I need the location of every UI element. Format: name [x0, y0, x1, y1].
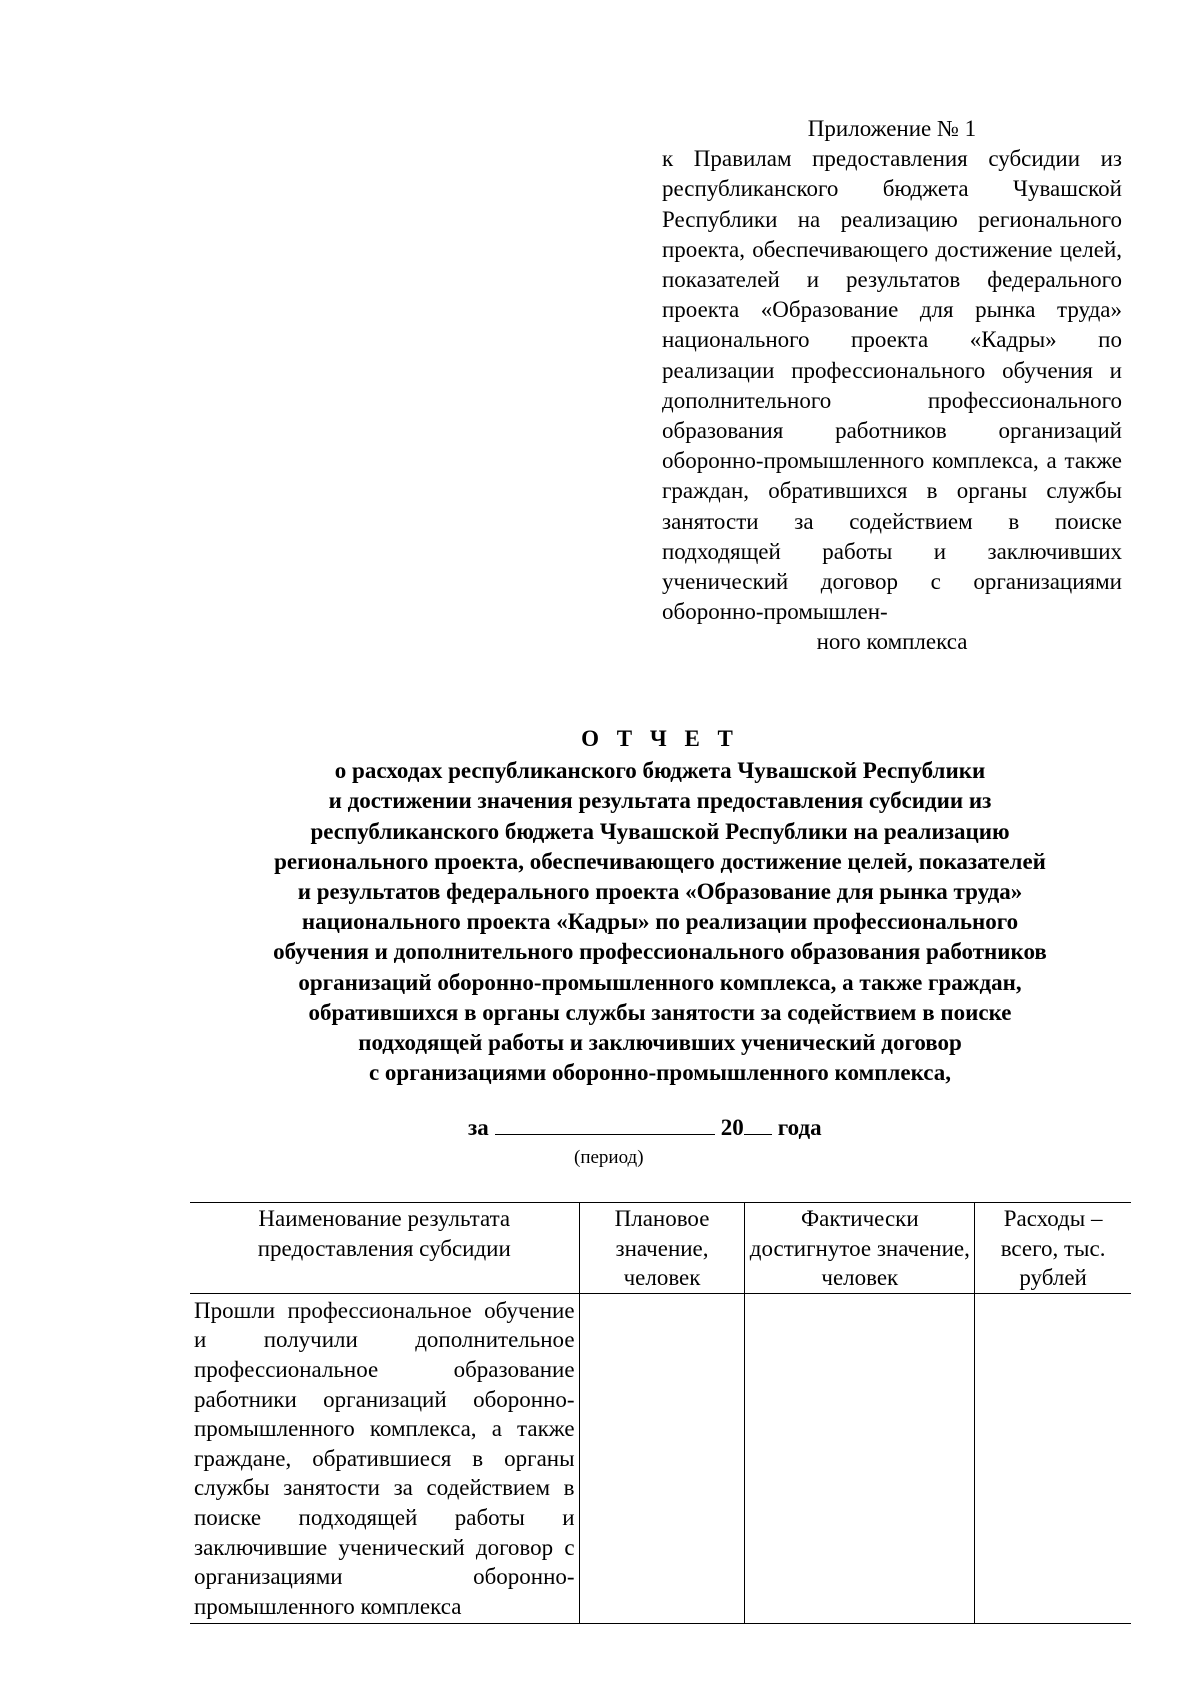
header-result-name: Наименование результата предоставления субсидии — [190, 1203, 579, 1294]
period-suffix: года — [777, 1115, 822, 1140]
period-line — [468, 1114, 822, 1141]
report-line: республиканского бюджета Чувашской Республики на реализацию — [310, 818, 1010, 844]
cell-actual-value[interactable] — [745, 1293, 975, 1624]
report-line: организаций оборонно-промышленного комплекса, а также граждан, — [298, 969, 1022, 995]
report-line: обратившихся в органы службы занятости за содействием в поиске — [308, 999, 1012, 1025]
year-blank-field[interactable] — [744, 1114, 772, 1135]
period-hint: (период) — [574, 1147, 644, 1168]
period-blank-field[interactable] — [495, 1114, 715, 1135]
report-line: с организациями оборонно-промышленного комплекса, — [368, 1060, 952, 1086]
appendix-body: к Правилам предоставления субсидии из республиканского бюджета Чувашской Республики на реализацию регионального проекта, обеспечивающего достижение целей, показателей и результатов федерального проекта «Образование для рынка труда» национального проекта «Кадры» по реализации профессионального обучения и дополнительного профессионального образования работников организаций оборонно-промышленного комплекса, а также граждан, обратившихся в органы службы занятости за содействием в поиске подходящей работы и заключивших ученический договор с организациями оборонно-промышлен- — [662, 146, 1122, 625]
header-planned-value: Плановое значение, человек — [579, 1203, 745, 1294]
cell-expenses[interactable] — [975, 1293, 1131, 1624]
cell-planned-value[interactable] — [579, 1293, 745, 1624]
report-heading — [190, 724, 1130, 1088]
report-line: и достижении значения результата предоставления субсидии из — [328, 788, 992, 814]
header-expenses: Расходы – всего, тыс. рублей — [975, 1203, 1131, 1294]
header-actual-value: Фактически достигнутое значение, человек — [745, 1203, 975, 1294]
appendix-title: Приложение № 1 — [807, 116, 977, 141]
report-line: о расходах республиканского бюджета Чувашской Республики — [334, 758, 986, 784]
period-year-prefix: 20 — [720, 1115, 744, 1140]
table-header-row — [190, 1203, 1131, 1294]
report-line: обучения и дополнительного профессионального образования работников — [273, 939, 1047, 965]
appendix-last-line: ного комплекса — [816, 629, 968, 655]
report-line: национального проекта «Кадры» по реализации профессионального — [301, 909, 1019, 935]
report-table — [190, 1202, 1131, 1624]
table-row — [190, 1293, 1131, 1624]
report-title: О Т Ч Е Т — [581, 726, 739, 751]
report-line: подходящей работы и заключивших ученический договор — [358, 1030, 962, 1056]
appendix-block — [662, 114, 1122, 658]
period-prefix: за — [468, 1115, 489, 1140]
report-line: и результатов федерального проекта «Образование для рынка труда» — [297, 879, 1023, 905]
cell-result-name: Прошли профессиональное обучение и получили дополнительное профессиональное образование работники организаций оборонно-промышленного комплекса, а также граждане, обратившиеся в органы службы занятости за содействием в поиске подходящей работы и заключившие ученический договор с организациями оборонно-промышленного комплекса — [190, 1293, 579, 1624]
report-line: регионального проекта, обеспечивающего достижение целей, показателей — [274, 848, 1046, 874]
